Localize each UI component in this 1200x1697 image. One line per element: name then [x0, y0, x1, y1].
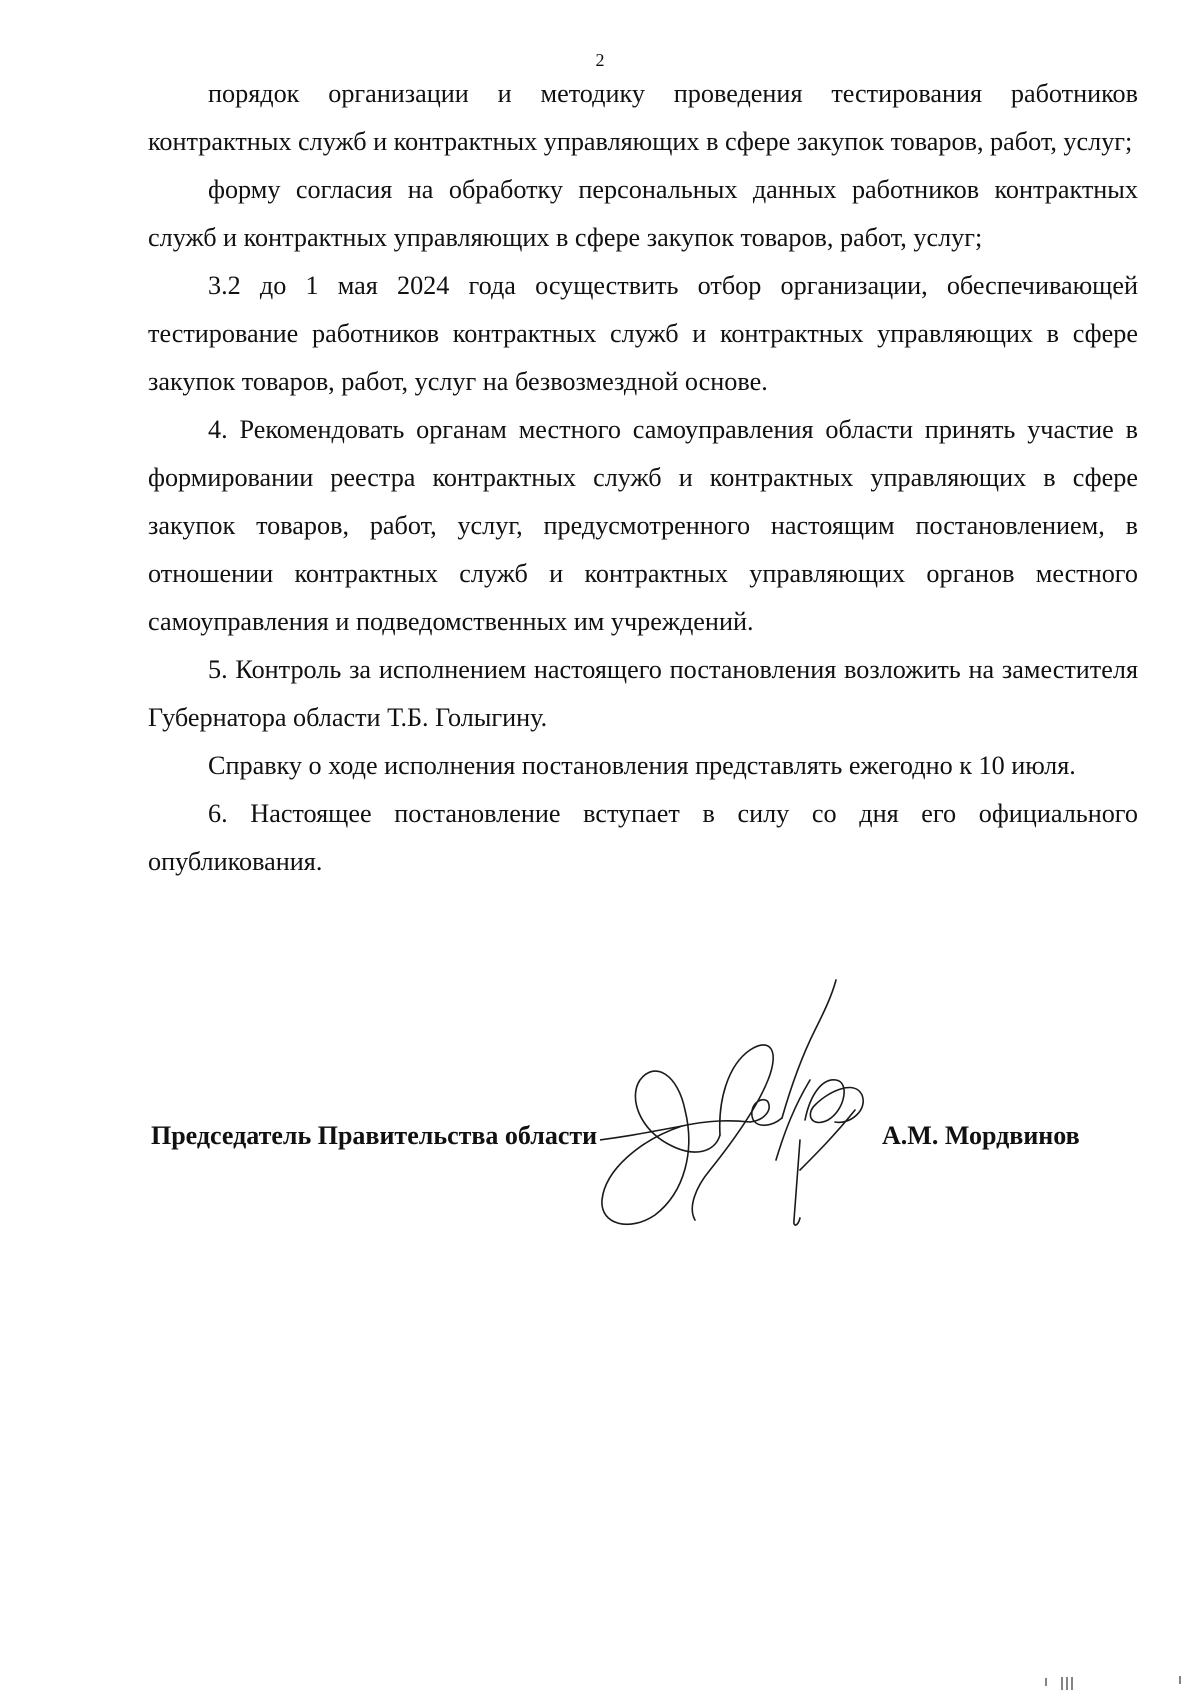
paragraph-testing-procedure: порядок организации и методику проведения тестирования работников контрактных служб и контрактных управляющих в сфере закупок товаров, работ, услуг;	[148, 79, 1138, 156]
paragraph-item-3-2: 3.2 до 1 мая 2024 года осуществить отбор организации, обеспечивающей тестирование работников контрактных служб и контрактных управляющих в сфере закупок товаров, работ, услуг на безвозмездной основе.	[148, 271, 1138, 396]
signatory-title: Председатель Правительства области	[151, 1121, 598, 1150]
paragraph-item-6: 6. Настоящее постановление вступает в силу со дня его официального опубликования.	[148, 799, 1138, 876]
paragraph-item-4: 4. Рекомендовать органам местного самоуправления области принять участие в формировании реестра контрактных служб и контрактных управляющих в сфере закупок товаров, работ, услуг, предусмотренного настоящим постановлением, в отношении контрактных служб и контрактных управляющих органов местного самоуправления и подведомственных им учреждений.	[148, 415, 1138, 636]
handwritten-signature	[600, 970, 930, 1240]
signatory-name: А.М. Мордвинов	[882, 1121, 1080, 1150]
document-body	[148, 70, 1138, 886]
paragraph-report: Справку о ходе исполнения постановления представлять ежегодно к 10 июля.	[208, 751, 1076, 780]
paragraph-item-5: 5. Контроль за исполнением настоящего постановления возложить на заместителя Губернатора области Т.Б. Голыгину.	[148, 655, 1138, 732]
paragraph-consent-form: форму согласия на обработку персональных данных работников контрактных служб и контрактных управляющих в сфере закупок товаров, работ, услуг;	[148, 175, 1138, 252]
page-number: 2	[595, 50, 605, 70]
scan-artifact-marks	[1040, 1674, 1190, 1694]
